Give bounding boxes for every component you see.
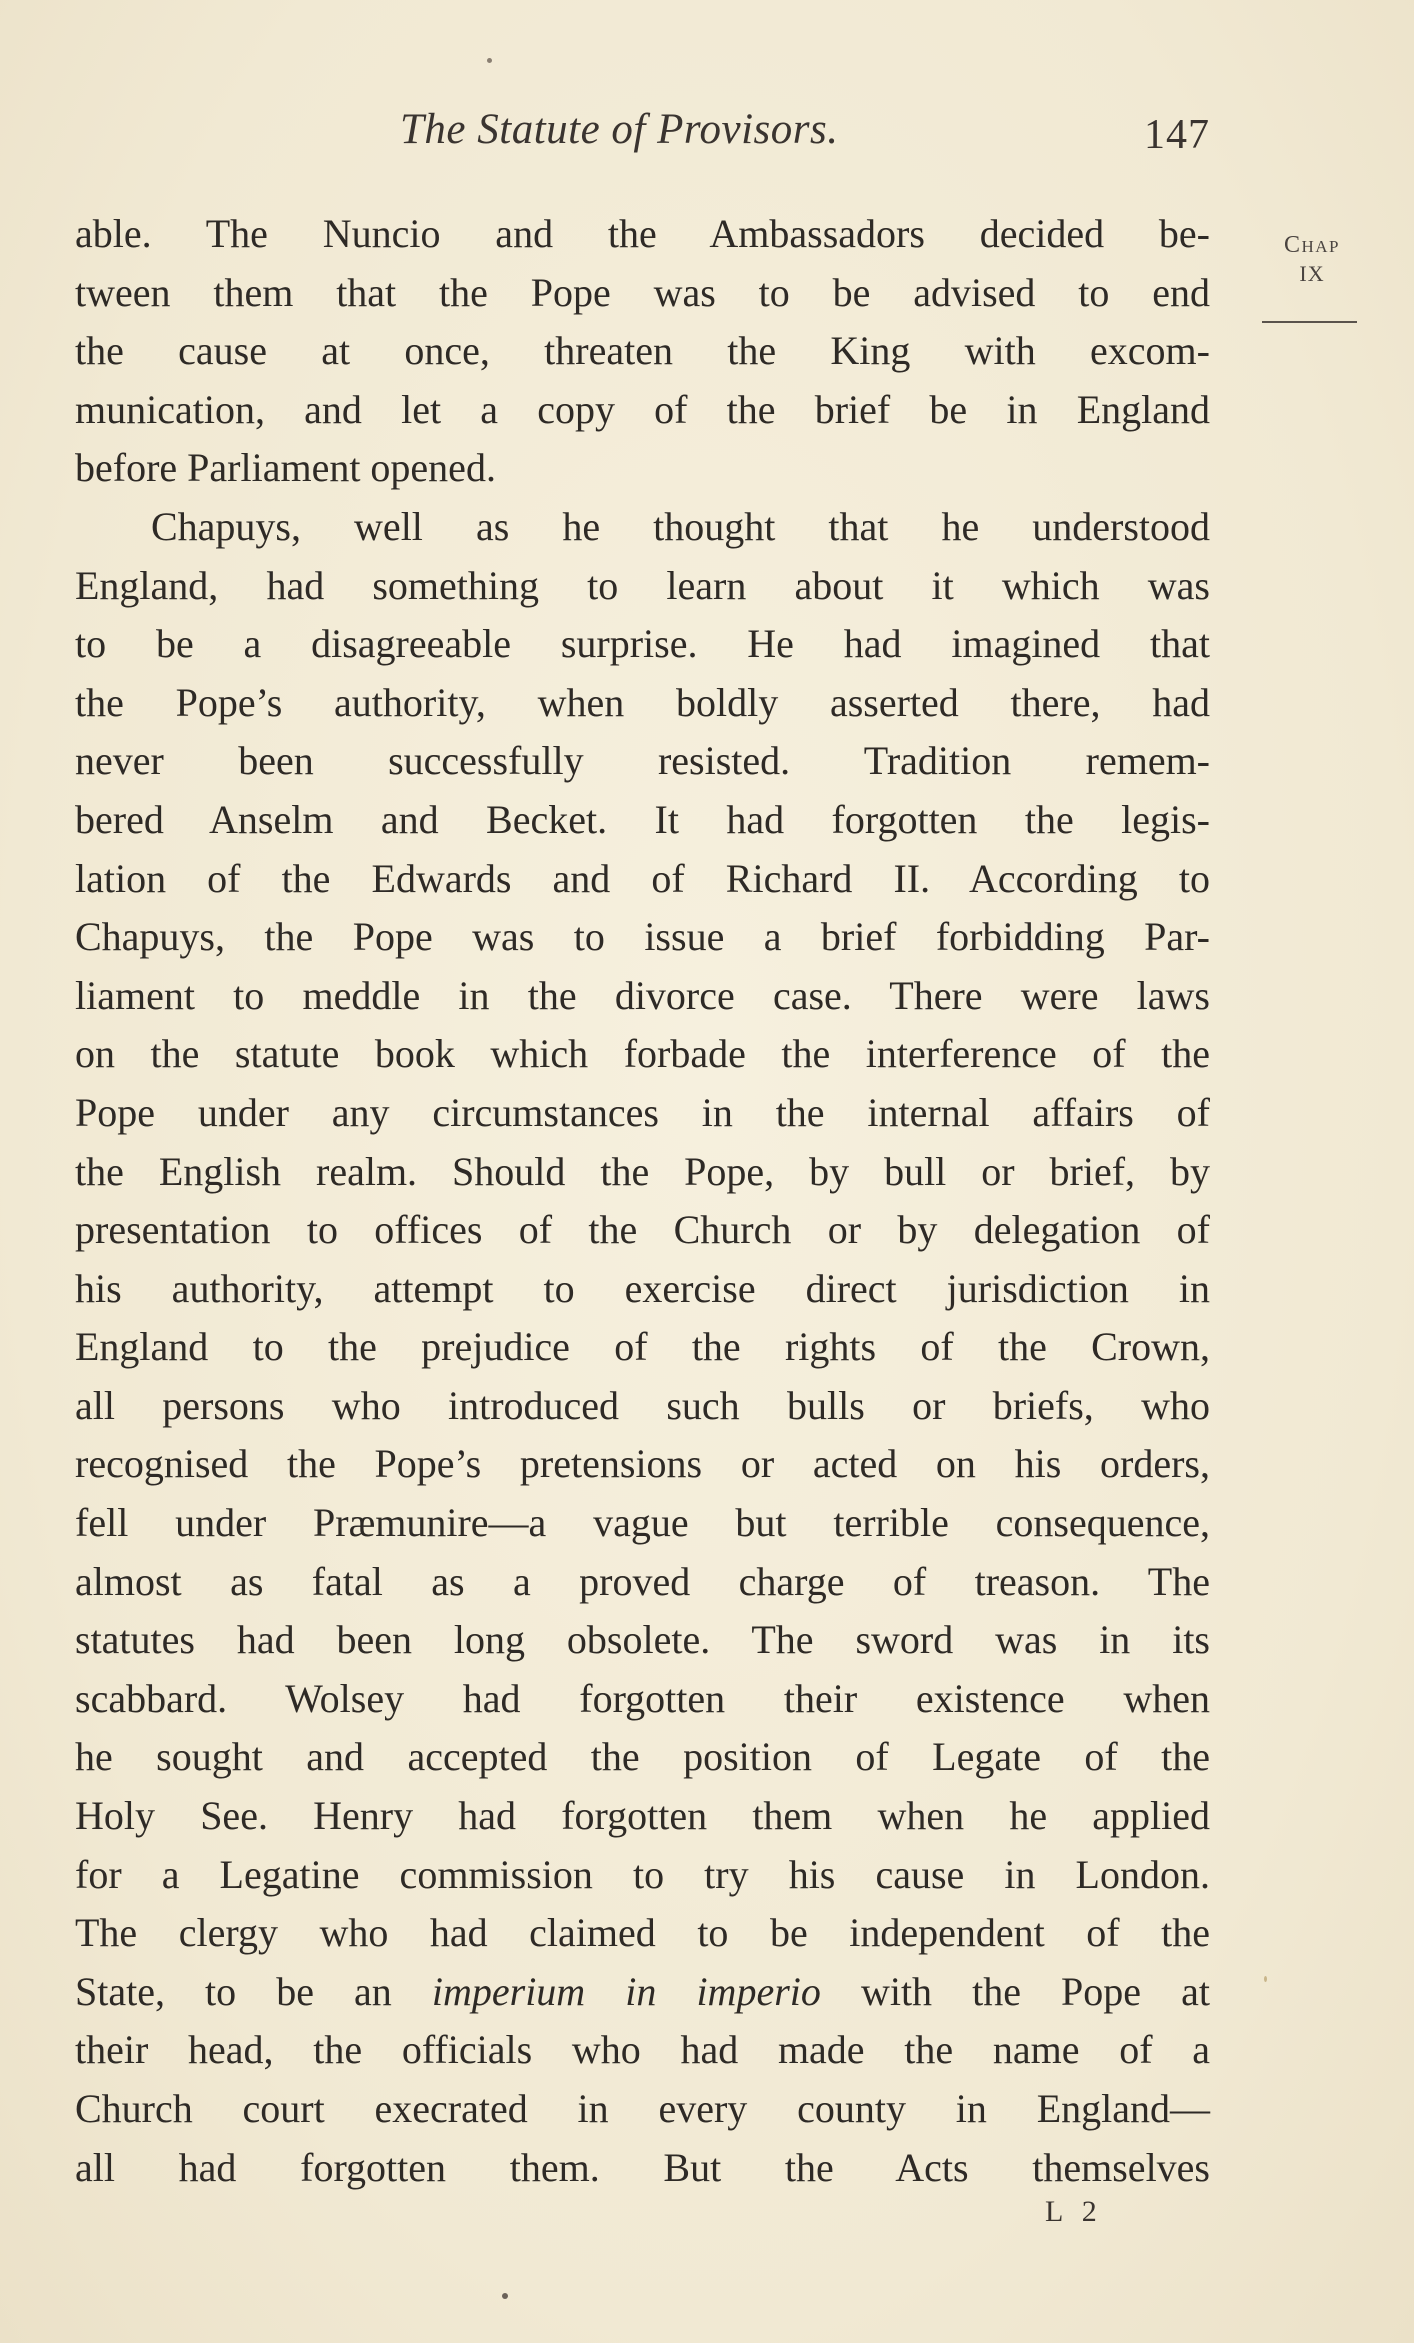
running-title: The Statute of Provisors. [400,106,839,153]
chapter-side-note [1262,230,1362,288]
text-line: never been successfully resisted. Tradition remem- [75,738,1210,784]
text-line: presentation to offices of the Church or by delegation of [75,1207,1210,1253]
text-line: Church court execrated in every county in England— [75,2086,1210,2131]
ink-speck [502,2293,508,2299]
text-line: able. The Nuncio and the Ambassadors decided be- [75,211,1210,256]
text-line: their head, the officials who had made the name of a [75,2027,1210,2073]
text-line: all persons who introduced such bulls or briefs, who [75,1382,1210,1428]
text-line: Chapuys, the Pope was to issue a brief forbidding Par- [75,914,1210,960]
text-line: his authority, attempt to exercise direct jurisdiction in [75,1265,1210,1311]
text-line: munication, and let a copy of the brief be in England [75,386,1210,432]
text-line: before Parliament opened. [75,445,496,491]
ink-speck [487,58,492,63]
text-line: statutes had been long obsolete. The sword was in its [75,1617,1210,1663]
text-line: bered Anselm and Becket. It had forgotten the legis- [75,796,1210,842]
italic-phrase: imperium in imperio [431,1968,821,2014]
text-line: The clergy who had claimed to be independent of the [75,1910,1210,1956]
chapter-label: Chap [1283,232,1341,258]
text-line: tween them that the Pope was to be advised to end [75,269,1210,315]
text-line: lation of the Edwards and of Richard II. According to [75,855,1210,901]
text-line: recognised the Pope’s pretensions or acted on his orders, [75,1441,1210,1487]
chapter-number: IX [1299,261,1325,286]
ink-speck [1264,1976,1267,1982]
text-line: he sought and accepted the position of Legate of the [75,1734,1210,1780]
text-line: State, to be an imperium in imperio with the Pope at [75,1968,1210,2014]
text-line: the English realm. Should the Pope, by bull or brief, by [75,1148,1210,1194]
text-line: scabbard. Wolsey had forgotten their existence when [75,1675,1210,1721]
text-line: the cause at once, threaten the King with excom- [75,328,1210,374]
text-line: all had forgotten them. But the Acts themselves [75,2144,1210,2190]
text-line: Chapuys, well as he thought that he understood [151,503,1210,549]
page-number: 147 [1144,112,1210,158]
text-line: to be a disagreeable surprise. He had imagined that [75,621,1210,667]
text-line: England, had something to learn about it which was [75,562,1210,608]
text-line: England to the prejudice of the rights of the Crown, [75,1324,1210,1370]
text-line: almost as fatal as a proved charge of treason. The [75,1558,1210,1604]
running-head [75,105,1210,165]
side-note-rule [1262,321,1357,323]
text-line: for a Legatine commission to try his cause in London. [75,1851,1210,1897]
text-line: Holy See. Henry had forgotten them when he applied [75,1793,1210,1839]
text-line: on the statute book which forbade the interference of the [75,1031,1210,1077]
text-line: Pope under any circumstances in the internal affairs of [75,1089,1210,1135]
text-line: the Pope’s authority, when boldly asserted there, had [75,679,1210,725]
body-text [75,205,1210,2197]
text-line: liament to meddle in the divorce case. There were laws [75,972,1210,1018]
text-line: fell under Præmunire—a vague but terrible consequence, [75,1500,1210,1546]
signature-mark: L 2 [1045,2195,1103,2228]
